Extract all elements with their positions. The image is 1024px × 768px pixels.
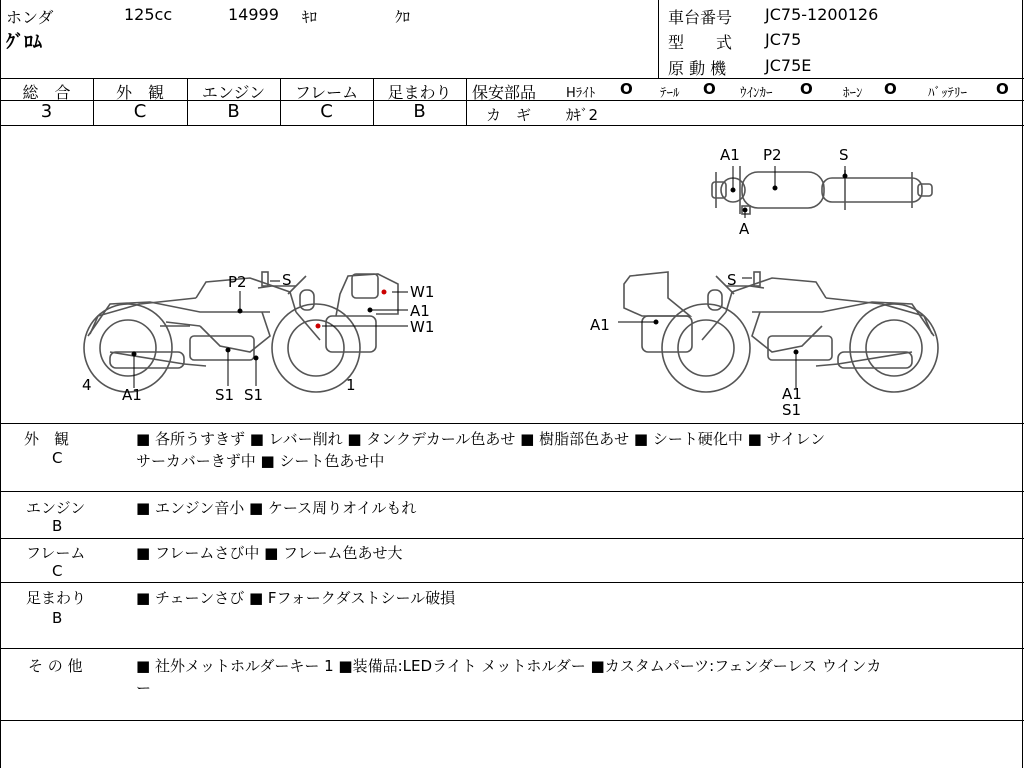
note-text-other: ■ 社外メットホルダーキー 1 ■装備品:LEDライト メットホルダー ■カスタムパーツ:フェンダーレス ウインカ xyxy=(136,657,882,675)
note-text-suspension: ■ チェーンさび ■ Fフォークダストシール破損 xyxy=(136,589,456,607)
diagram-label: S xyxy=(282,271,292,289)
note-grade-engine: B xyxy=(52,517,63,535)
tail-label: ﾃｰﾙ xyxy=(660,86,680,101)
diagram-label: 1 xyxy=(346,376,356,394)
model-code: JC75 xyxy=(765,30,802,49)
note-label-exterior: 外 観 xyxy=(24,430,70,448)
horn-label: ﾎｰﾝ xyxy=(843,86,863,101)
diagram-label: S1 xyxy=(244,386,264,404)
note-text-engine: ■ エンジン音小 ■ ケース周りオイルもれ xyxy=(136,499,417,517)
note-text-other-2: ー xyxy=(136,679,152,697)
color: ｸﾛ xyxy=(395,8,411,26)
safety-label: 保安部品 xyxy=(472,83,537,102)
winker-label: ｳｲﾝｶｰ xyxy=(740,86,773,101)
key-value: ｶｷﾞ2 xyxy=(566,106,599,124)
maker: ホンダ xyxy=(6,8,54,27)
right-bike xyxy=(624,272,938,392)
note-label-other: そ の 他 xyxy=(28,657,83,675)
displacement: 125cc xyxy=(124,5,173,24)
note-text-frame: ■ フレームさび中 ■ フレーム色あせ大 xyxy=(136,544,403,562)
headlight-mark: O xyxy=(620,80,633,98)
diagram-label: W1 xyxy=(410,318,435,336)
engine-label: 原 動 機 xyxy=(668,59,727,78)
tail-mark: O xyxy=(703,80,716,98)
frame-no-label: 車台番号 xyxy=(668,8,733,27)
diagram-label: A xyxy=(739,220,750,238)
note-text-exterior: ■ 各所うすきず ■ レバー削れ ■ タンクデカール色あせ ■ 樹脂部色あせ ■ シート硬化中 ■ サイレン xyxy=(136,430,826,448)
diagram-label: A1 xyxy=(782,385,802,403)
note-grade-frame: C xyxy=(52,562,63,580)
exterior-grade: C xyxy=(133,101,147,122)
mileage-unit: ｷﾛ xyxy=(302,8,318,26)
diagram-label: S xyxy=(839,146,849,164)
diagram-label: S xyxy=(727,271,737,289)
overall-grade: 3 xyxy=(40,101,53,122)
note-label-frame: フレーム xyxy=(26,544,86,562)
horn-mark: O xyxy=(884,80,897,98)
suspension-grade: B xyxy=(413,101,426,122)
top-view-bike xyxy=(712,166,932,214)
exterior-label: 外 観 xyxy=(115,83,164,102)
engine-grade: B xyxy=(227,101,240,122)
diagram-label: S1 xyxy=(215,386,235,404)
frame-grade-label: フレーム xyxy=(294,83,359,102)
overall-label: 総 合 xyxy=(22,83,71,102)
diagram-label: 4 xyxy=(82,376,92,394)
mileage: 14999 xyxy=(228,5,279,24)
note-grade-exterior: C xyxy=(52,449,63,467)
battery-label: ﾊﾞｯﾃﾘｰ xyxy=(928,86,967,101)
diagram-label: P2 xyxy=(763,146,782,164)
suspension-grade-label: 足まわり xyxy=(387,83,452,102)
diagram-label: P2 xyxy=(228,273,247,291)
model-name: ｸﾞﾛﾑ xyxy=(6,32,42,53)
note-label-engine: エンジン xyxy=(26,499,86,517)
diagram-label: S1 xyxy=(782,401,802,419)
note-text-exterior-2: サーカバーきず中 ■ シート色あせ中 xyxy=(136,452,385,470)
headlight-label: Hﾗｲﾄ xyxy=(566,86,596,101)
note-grade-suspension: B xyxy=(52,609,63,627)
frame-grade: C xyxy=(320,101,333,122)
diagram-label: A1 xyxy=(122,386,142,404)
note-label-suspension: 足まわり xyxy=(26,589,87,607)
damage-diagram xyxy=(0,126,1022,423)
motorcycle-diagram xyxy=(0,126,1022,423)
battery-mark: O xyxy=(996,80,1009,98)
frame-no: JC75-1200126 xyxy=(765,5,879,24)
engine-code: JC75E xyxy=(765,56,812,75)
diagram-label: A1 xyxy=(720,146,740,164)
diagram-label: W1 xyxy=(410,283,435,301)
key-label: カ ギ xyxy=(486,106,532,124)
diagram-label: A1 xyxy=(590,316,610,334)
winker-mark: O xyxy=(800,80,813,98)
model-label: 型 式 xyxy=(668,33,733,52)
engine-grade-label: エンジン xyxy=(201,83,266,102)
diagram-label: A1 xyxy=(410,302,430,320)
